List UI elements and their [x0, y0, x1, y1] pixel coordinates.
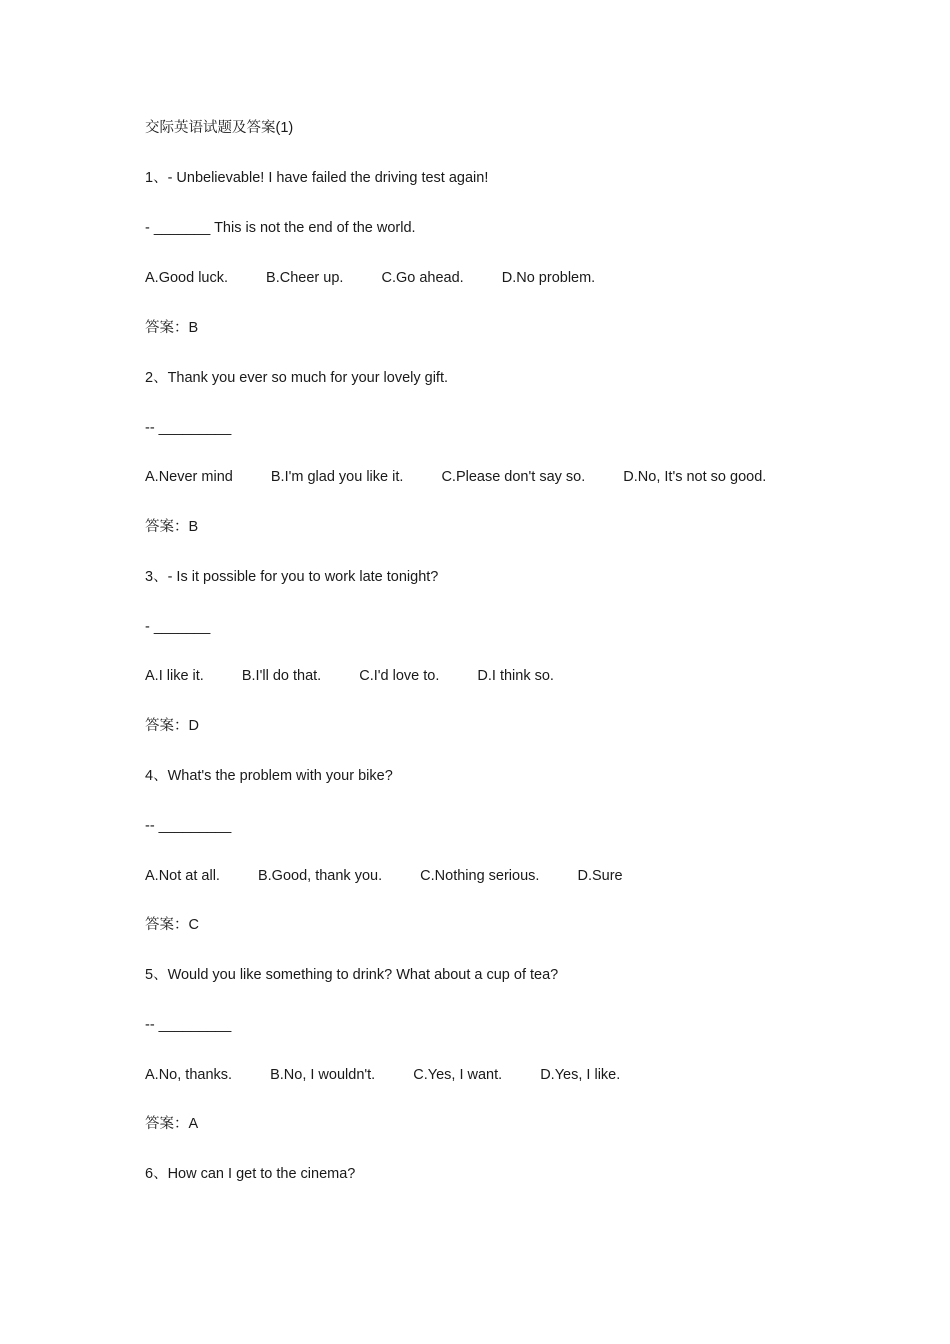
option-c: C.Go ahead.: [381, 270, 464, 286]
question-5-prompt: 5、Would you like something to drink? What about a cup of tea?: [145, 967, 559, 983]
question-3-options: [145, 666, 554, 686]
option-b: B.I'll do that.: [241, 668, 322, 684]
question-2-prompt: 2、Thank you ever so much for your lovely gift.: [145, 370, 449, 386]
question-4-options: [145, 866, 623, 886]
question-2-answer: 答案：B: [145, 519, 199, 535]
option-a: A.No, thanks.: [145, 1067, 233, 1083]
question-1-options: [145, 268, 595, 288]
option-a: A.Good luck.: [145, 270, 229, 286]
option-c: C.Yes, I want.: [413, 1067, 503, 1083]
question-4-prompt: 4、What's the problem with your bike?: [145, 768, 393, 784]
option-c: C.Nothing serious.: [420, 868, 540, 884]
option-b: B.No, I wouldn't.: [270, 1067, 376, 1083]
option-d: D.No, It's not so good.: [623, 469, 767, 485]
question-6-prompt: 6、How can I get to the cinema?: [145, 1166, 356, 1182]
option-d: D.Sure: [577, 868, 623, 884]
question-2-reply: -- _________: [145, 420, 232, 436]
option-b: B.Cheer up.: [266, 270, 344, 286]
option-a: A.Never mind: [145, 469, 233, 485]
question-4-answer: 答案：C: [145, 917, 199, 933]
option-c: C.I'd love to.: [359, 668, 440, 684]
question-5-answer: 答案：A: [145, 1116, 199, 1132]
option-a: A.I like it.: [145, 668, 204, 684]
document-title: 交际英语试题及答案(1): [145, 120, 294, 136]
question-5-reply: -- _________: [145, 1017, 232, 1033]
question-3-reply: - _______: [145, 619, 211, 635]
option-b: B.Good, thank you.: [257, 868, 383, 884]
option-d: D.Yes, I like.: [540, 1067, 621, 1083]
option-d: D.No problem.: [501, 270, 596, 286]
question-1-answer: 答案：B: [145, 320, 199, 336]
question-3-answer: 答案：D: [145, 718, 199, 734]
option-d: D.I think so.: [477, 668, 554, 684]
question-5-options: [145, 1065, 620, 1085]
option-b: B.I'm glad you like it.: [270, 469, 404, 485]
option-c: C.Please don't say so.: [441, 469, 586, 485]
question-4-reply: -- _________: [145, 818, 232, 834]
question-1-prompt: 1、- Unbelievable! I have failed the driving test again!: [145, 170, 489, 186]
question-2-options: [145, 467, 766, 487]
question-3-prompt: 3、- Is it possible for you to work late tonight?: [145, 569, 439, 585]
question-1-reply: - _______ This is not the end of the world.: [145, 220, 416, 236]
option-a: A.Not at all.: [145, 868, 220, 884]
